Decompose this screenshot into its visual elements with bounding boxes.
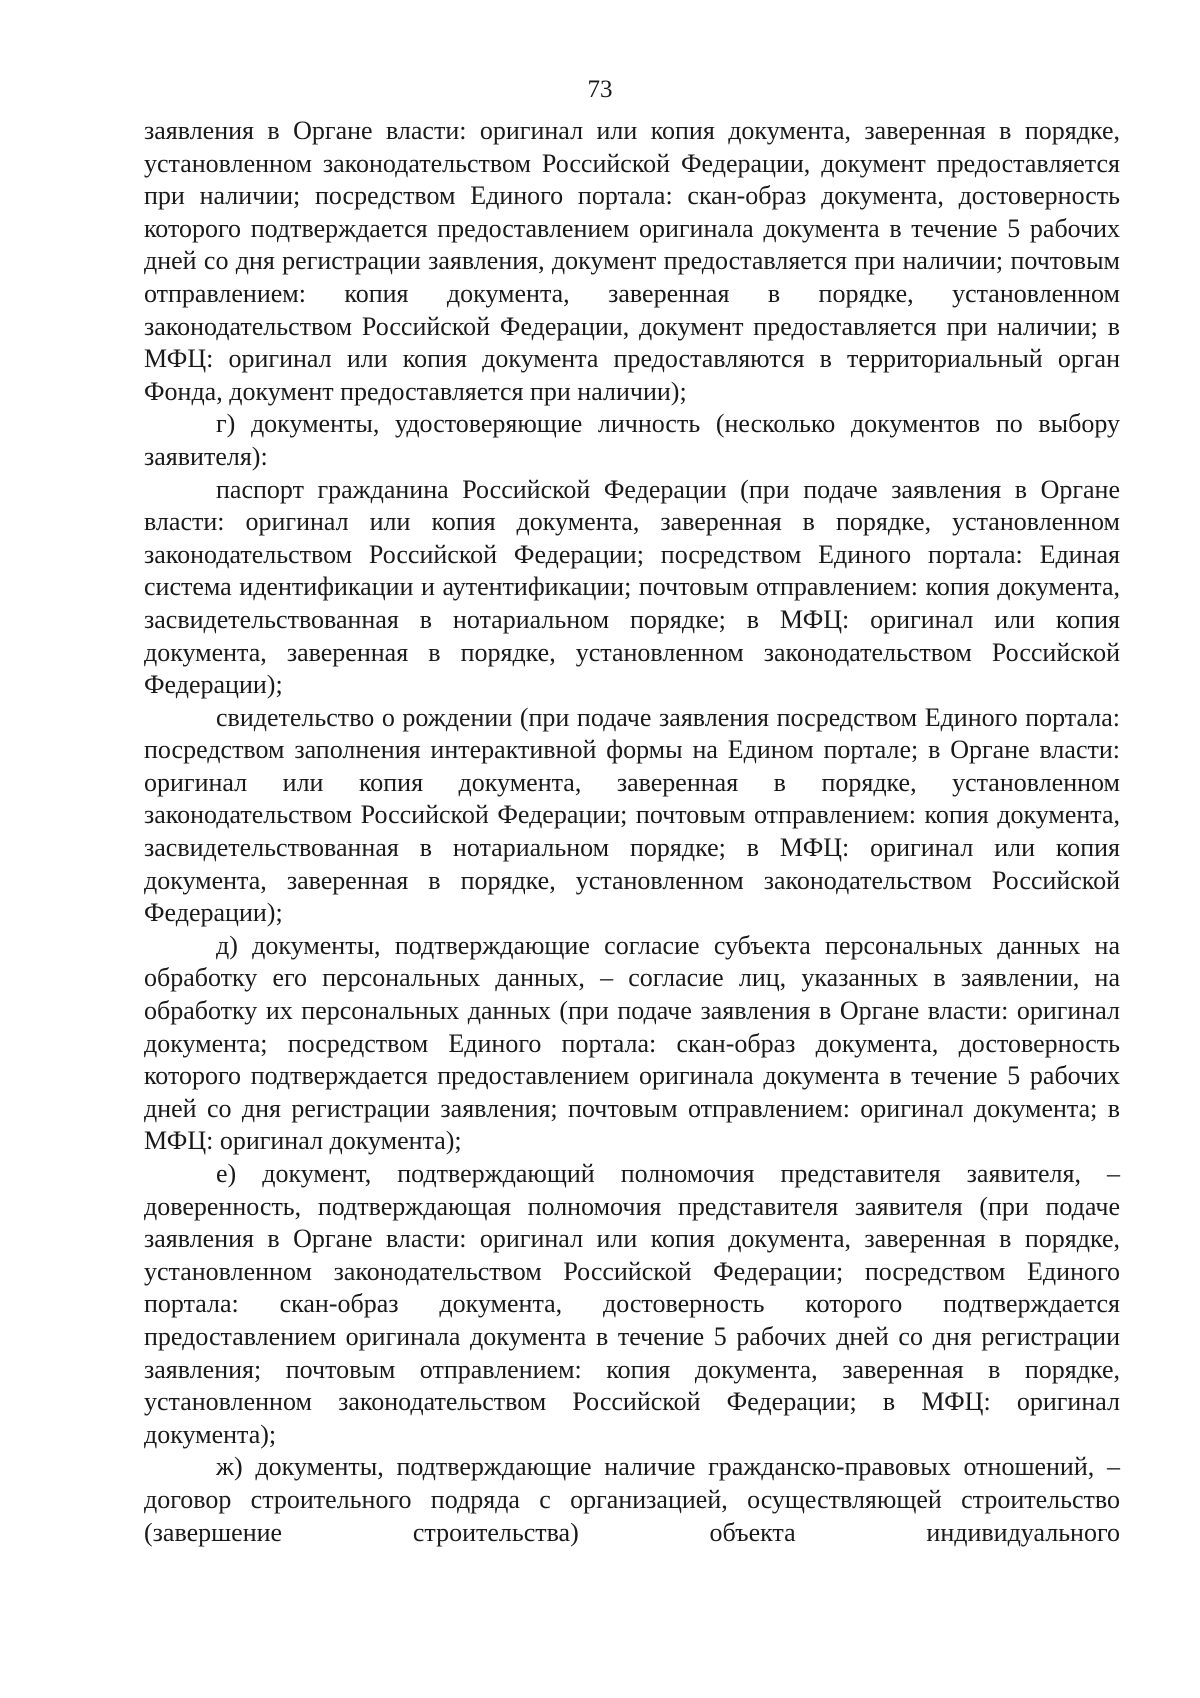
paragraph-item-e: е) документ, подтверждающий полномочия представителя заявителя, – доверенность, подтверждающая полномочия представителя заявителя (при подаче заявления в Органе власти: оригинал или копия документа, заверенная в порядке, установленном законодательством Российской Федерации; посредством Единого портала: скан-образ документа, достоверность которого подтверждается предоставлением оригинала документа в течение 5 рабочих дней со дня регистрации заявления; почтовым отправлением: копия документа, заверенная в порядке, установленном законодательством Российской Федерации; в МФЦ: оригинал документа); <box>144 1159 1120 1449</box>
paragraph-item-g: г) документы, удостоверяющие личность (несколько документов по выбору заявителя): <box>144 409 1120 471</box>
paragraph-continuation: заявления в Органе власти: оригинал или копия документа, заверенная в порядке, установленном законодательством Российской Федерации, документ предоставляется при наличии; посредством Единого портала: скан-образ документа, достоверность которого подтверждается предоставлением оригинала документа в течение 5 рабочих дней со дня регистрации заявления, документ предоставляется при наличии; почтовым отправлением: копия документа, заверенная в порядке, установленном законодательством Российской Федерации, документ предоставляется при наличии; в МФЦ: оригинал или копия документа предоставляются в территориальный орган Фонда, документ предоставляется при наличии); <box>144 116 1120 406</box>
document-body <box>144 115 1120 1549</box>
page-number: 73 <box>587 76 613 103</box>
paragraph-passport: паспорт гражданина Российской Федерации (при подаче заявления в Органе власти: оригинал или копия документа, заверенная в порядке, установленном законодательством Российской Федерации; посредством Единого портала: Единая система идентификации и аутентификации; почтовым отправлением: копия документа, засвидетельствованная в нотариальном порядке; в МФЦ: оригинал или копия документа, заверенная в порядке, установленном законодательством Российской Федерации); <box>144 474 1120 700</box>
paragraph-item-zh: ж) документы, подтверждающие наличие гражданско-правовых отношений, – договор строительного подряда с организацией, осуществляющей строительство (завершение строительства) объекта индивидуального <box>144 1452 1120 1547</box>
paragraph-birth-certificate: свидетельство о рождении (при подаче заявления посредством Единого портала: посредством заполнения интерактивной формы на Едином портале; в Органе власти: оригинал или копия документа, заверенная в порядке, установленном законодательством Российской Федерации; почтовым отправлением: копия документа, засвидетельствованная в нотариальном порядке; в МФЦ: оригинал или копия документа, заверенная в порядке, установленном законодательством Российской Федерации); <box>144 702 1120 928</box>
paragraph-item-d: д) документы, подтверждающие согласие субъекта персональных данных на обработку его персональных данных, – согласие лиц, указанных в заявлении, на обработку их персональных данных (при подаче заявления в Органе власти: оригинал документа; посредством Единого портала: скан-образ документа, достоверность которого подтверждается предоставлением оригинала документа в течение 5 рабочих дней со дня регистрации заявления; почтовым отправлением: оригинал документа; в МФЦ: оригинал документа); <box>144 930 1120 1156</box>
